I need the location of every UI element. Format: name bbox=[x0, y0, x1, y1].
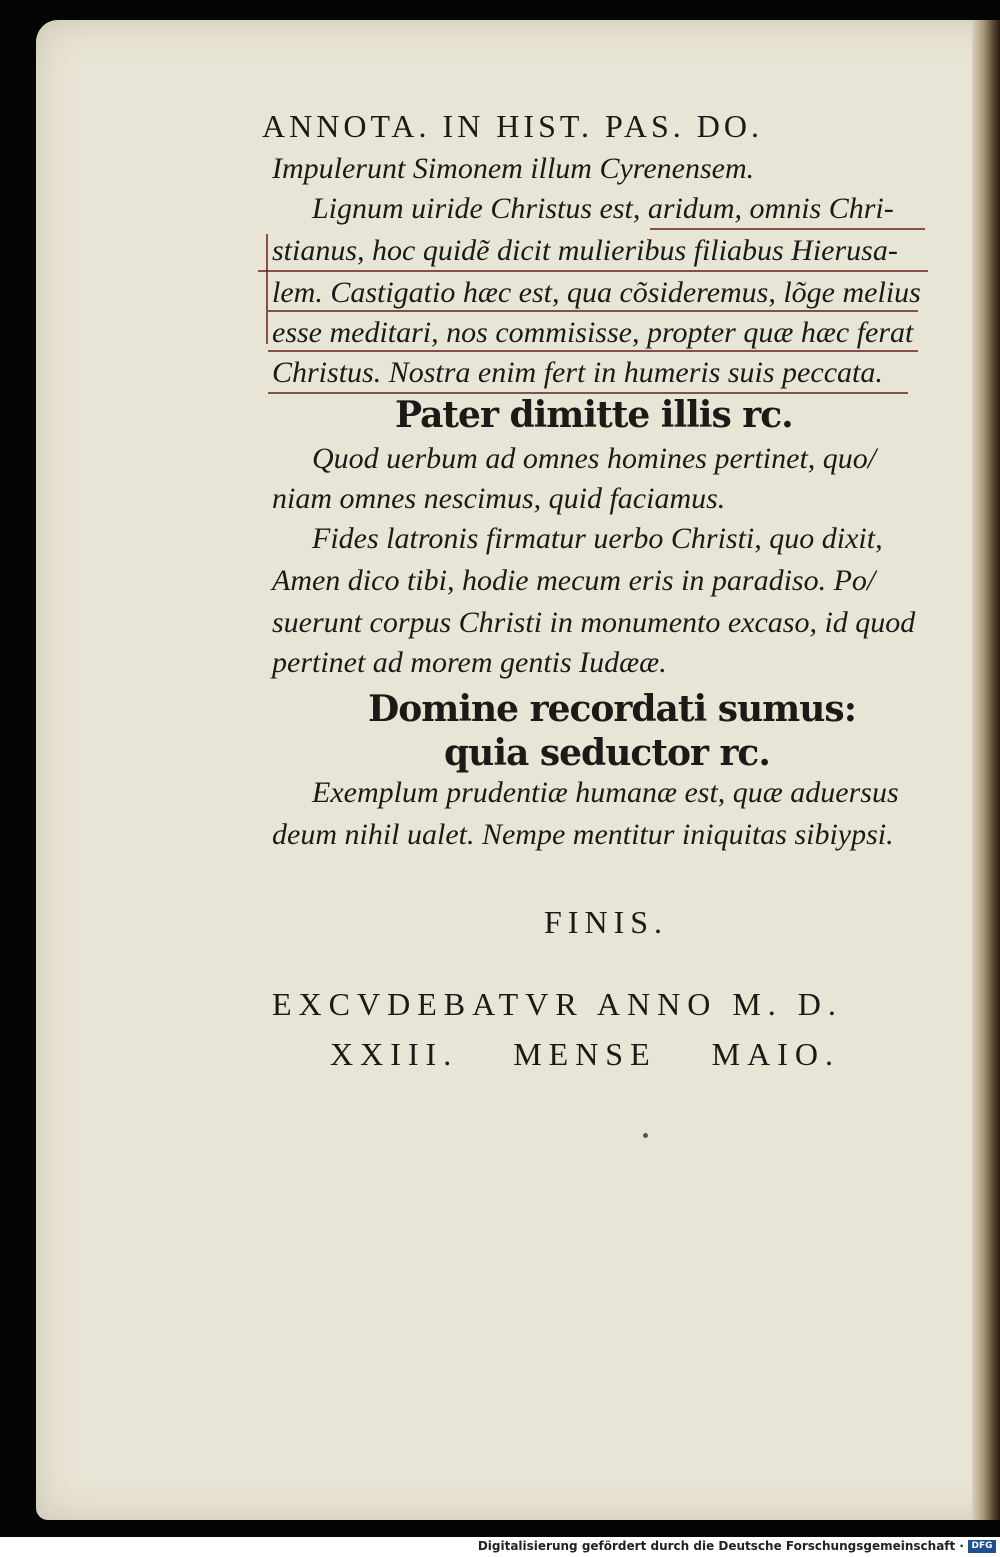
text-line: lem. Castigatio hæc est, qua cõsideremus, lõge melius bbox=[272, 276, 921, 309]
colophon-line: XXIII. MENSE MAIO. bbox=[330, 1036, 840, 1072]
section-heading: quia seductor rc. bbox=[444, 732, 770, 774]
text-line: stianus, hoc quidẽ dicit mulieribus filiabus Hierusa- bbox=[272, 234, 898, 267]
ink-underline bbox=[268, 310, 918, 312]
text-line: esse meditari, nos commisisse, propter quæ hæc ferat bbox=[272, 316, 914, 349]
funding-credit: Digitalisierung gefördert durch die Deutsche Forschungsgemeinschaft · bbox=[477, 1539, 964, 1553]
book-gutter bbox=[972, 20, 1000, 1520]
text-line: Fides latronis firmatur uerbo Christi, quo dixit, bbox=[312, 522, 883, 555]
text-line: deum nihil ualet. Nempe mentitur iniquitas sibiypsi. bbox=[272, 818, 894, 851]
ink-margin-bracket bbox=[266, 234, 268, 344]
dfg-logo: DFG bbox=[968, 1540, 996, 1553]
section-heading: Pater dimitte illis rc. bbox=[395, 394, 793, 436]
ink-underline bbox=[258, 270, 928, 272]
running-header: ANNOTA. IN HIST. PAS. DO. bbox=[262, 108, 764, 144]
text-line: suerunt corpus Christi in monumento excaso, id quod bbox=[272, 606, 916, 639]
text-line: Lignum uiride Christus est, aridum, omnis Chri- bbox=[312, 192, 894, 225]
text-line: Exemplum prudentiæ humanæ est, quæ aduersus bbox=[312, 776, 899, 809]
section-heading: Domine recordati sumus: bbox=[368, 688, 856, 730]
text-line: Quod uerbum ad omnes homines pertinet, quo/ bbox=[312, 442, 877, 475]
ink-dot bbox=[643, 1133, 648, 1138]
text-line: niam omnes nescimus, quid faciamus. bbox=[272, 482, 726, 515]
text-line: Christus. Nostra enim fert in humeris suis peccata. bbox=[272, 356, 883, 389]
text-line: Amen dico tibi, hodie mecum eris in paradiso. Po/ bbox=[272, 564, 876, 597]
text-line: pertinet ad morem gentis Iudææ. bbox=[272, 646, 667, 679]
colophon-line: EXCVDEBATVR ANNO M. D. bbox=[272, 986, 843, 1022]
text-line: Impulerunt Simonem illum Cyrenensem. bbox=[272, 152, 755, 185]
ink-underline bbox=[650, 228, 925, 230]
finis: FINIS. bbox=[544, 904, 669, 940]
footer-bar bbox=[0, 1537, 1000, 1557]
ink-underline bbox=[268, 350, 918, 352]
